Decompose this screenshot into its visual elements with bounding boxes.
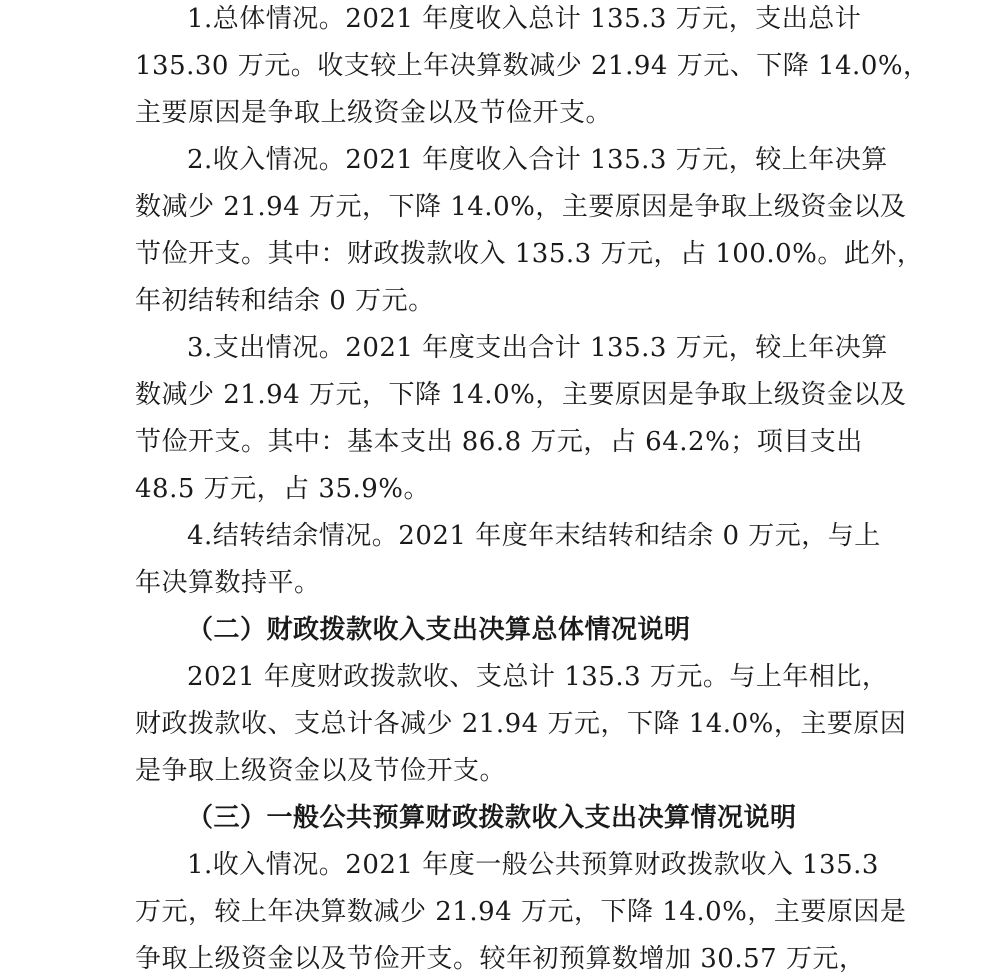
paragraph-line: 节俭开支。其中：基本支出 86.8 万元，占 64.2%；项目支出 bbox=[135, 427, 863, 457]
paragraph-line: 年决算数持平。 bbox=[135, 568, 321, 598]
paragraph-line: 3.支出情况。2021 年度支出合计 135.3 万元，较上年决算 bbox=[187, 333, 888, 363]
paragraph-line: 1.总体情况。2021 年度收入总计 135.3 万元，支出总计 bbox=[187, 4, 862, 34]
section-heading: （三）一般公共预算财政拨款收入支出决算情况说明 bbox=[187, 803, 797, 833]
paragraph-line: 年初结转和结余 0 万元。 bbox=[135, 286, 435, 316]
paragraph-line: 2021 年度财政拨款收、支总计 135.3 万元。与上年相比， bbox=[187, 662, 889, 692]
paragraph-line: 4.结转结余情况。2021 年度年末结转和结余 0 万元，与上 bbox=[187, 521, 881, 551]
paragraph-line: 争取上级资金以及节俭开支。较年初预算数增加 30.57 万元， bbox=[135, 944, 866, 974]
paragraph-line: 是争取上级资金以及节俭开支。 bbox=[135, 756, 507, 786]
paragraph-line: 1.收入情况。2021 年度一般公共预算财政拨款收入 135.3 bbox=[187, 850, 879, 880]
section-heading: （二）财政拨款收入支出决算总体情况说明 bbox=[187, 615, 691, 645]
paragraph-line: 48.5 万元，占 35.9%。 bbox=[135, 474, 431, 504]
paragraph-line: 万元，较上年决算数减少 21.94 万元，下降 14.0%，主要原因是 bbox=[135, 897, 907, 927]
paragraph-line: 主要原因是争取上级资金以及节俭开支。 bbox=[135, 98, 613, 128]
paragraph-line: 数减少 21.94 万元，下降 14.0%，主要原因是争取上级资金以及 bbox=[135, 380, 907, 410]
paragraph-line: 2.收入情况。2021 年度收入合计 135.3 万元，较上年决算 bbox=[187, 145, 888, 175]
paragraph-line: 节俭开支。其中：财政拨款收入 135.3 万元，占 100.0%。此外， bbox=[135, 239, 924, 269]
paragraph-line: 数减少 21.94 万元，下降 14.0%，主要原因是争取上级资金以及 bbox=[135, 192, 907, 222]
paragraph-line: 135.30 万元。收支较上年决算数减少 21.94 万元、下降 14.0%， bbox=[135, 51, 930, 81]
paragraph-line: 财政拨款收、支总计各减少 21.94 万元，下降 14.0%，主要原因 bbox=[135, 709, 907, 739]
